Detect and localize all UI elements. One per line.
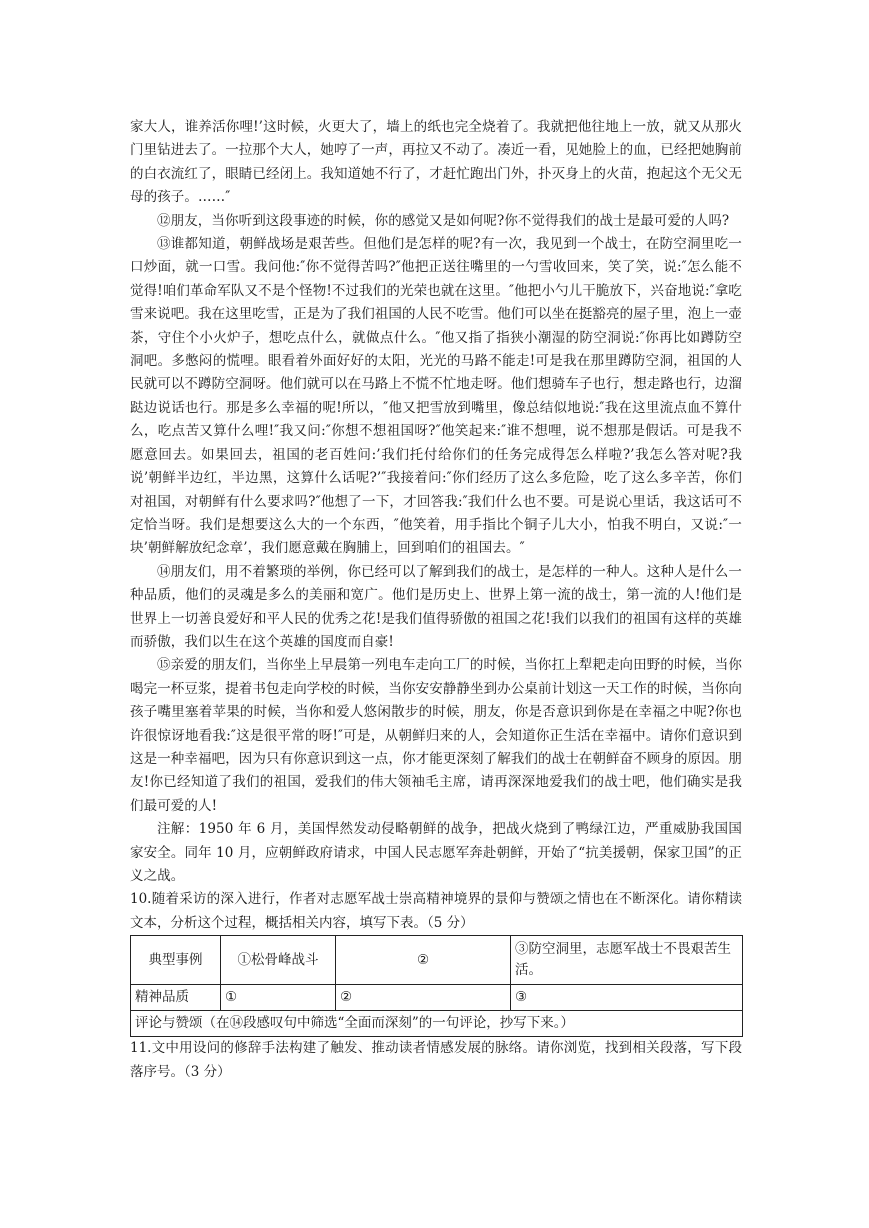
- table-cell-answer[interactable]: ②: [336, 936, 511, 985]
- table-cell: ①松骨峰战斗: [221, 936, 336, 985]
- article-paragraph-12: ⑫朋友，当你听到这段事迹的时候，你的感觉又是如何呢?你不觉得我们的战士是最可爱的人吗?: [157, 212, 730, 229]
- table-cell: 典型事例: [131, 936, 221, 985]
- table-row-comment: [131, 1011, 743, 1037]
- article-paragraph-15: ⑮亲爱的朋友们，当你坐上早晨第一列电车走向工厂的时候，当你扛上犁耙走向田野的时候，当你喝完一杯豆浆，提着书包走向学校的时候，当你安安静静坐到办公桌前计划这一天工作的时候，当你向孩子嘴里塞着苹果的时候，当你和爱人悠闲散步的时候，朋友，你是否意识到你是在幸福之中呢?你也许很惊讶地看我:″这是很平常的呀!″可是，从朝鲜归来的人，会知道你正生活在幸福中。请你们意识到这是一种幸福吧，因为只有你意识到这一点，你才能更深刻了解我们的战士在朝鲜奋不顾身的原因。朋友!你已经知道了我们的祖国，爱我们的伟大领袖毛主席，请再深深地爱我们的战士吧，他们确实是我们最可爱的人!: [130, 657, 742, 814]
- table-cell: ③防空洞里，志愿军战士不畏艰苦生活。: [511, 936, 743, 985]
- article-paragraph-continued: 家大人，谁养活你哩!’这时候，火更大了，墙上的纸也完全烧着了。我就把他往地上一放，就又从那火门里钻进去了。一拉那个大人，她哼了一声，再拉又不动了。凑近一看，见她脸上的血，已经把她胸前的白衣流红了，眼睛已经闭上。我知道她不行了，才赶忙跑出门外，扑灭身上的火苗，抱起这个无父无母的孩子。……″: [130, 119, 742, 206]
- table-cell-comment[interactable]: 评论与赞颂（在⑭段感叹句中筛选“全面而深刻”的一句评论，抄写下来。）: [131, 1011, 743, 1037]
- exam-page: [130, 116, 742, 1084]
- table-cell-answer[interactable]: ③: [511, 985, 743, 1011]
- table-cell: 精神品质: [131, 985, 221, 1011]
- article-note: 注解：1950 年 6 月，美国悍然发动侵略朝鲜的战争，把战火烧到了鸭绿江边，严重威胁我国国家安全。同年 10 月，应朝鲜政府请求，中国人民志愿军奔赴朝鲜，开始了“抗美援朝，保家卫国”的正义之战。: [130, 821, 742, 884]
- table-row-qualities: [131, 985, 743, 1011]
- answer-table: [130, 935, 743, 1037]
- table-cell-answer[interactable]: ②: [336, 985, 511, 1011]
- table-row-examples: [131, 936, 743, 985]
- table-cell-answer[interactable]: ①: [221, 985, 336, 1011]
- question-11: 11.文中用设问的修辞手法构建了触发、推动读者情感发展的脉络。请你浏览，找到相关段落，写下段落序号。（3 分）: [130, 1040, 742, 1080]
- article-paragraph-13: ⑬谁都知道，朝鲜战场是艰苦些。但他们是怎样的呢?有一次，我见到一个战士，在防空洞里吃一口炒面，就一口雪。我问他:″你不觉得苦吗?″他把正送往嘴里的一勺雪收回来，笑了笑，说:″怎么能不觉得!咱们革命军队又不是个怪物!不过我们的光荣也就在这里。″他把小勺儿干脆放下，兴奋地说:″拿吃雪来说吧。我在这里吃雪，正是为了我们祖国的人民不吃雪。他们可以坐在挺豁亮的屋子里，泡上一壶茶，守住个小火炉子，想吃点什么，就做点什么。″他又指了指狭小潮湿的防空洞说:″你再比如蹲防空洞吧。多憋闷的慌哩。眼看着外面好好的太阳，光光的马路不能走!可是我在那里蹲防空洞，祖国的人民就可以不蹲防空洞呀。他们就可以在马路上不慌不忙地走呀。他们想骑车子也行，想走路也行，边溜跶边说话也行。那是多么幸福的呢!所以，″他又把雪放到嘴里，像总结似地说:″我在这里流点血不算什么，吃点苦又算什么哩!″我又问:″你想不想祖国呀?″他笑起来:″谁不想哩，说不想那是假话。可是我不愿意回去。如果回去，祖国的老百姓问:’我们托付给你们的任务完成得怎么样啦?’我怎么答对呢?我说’朝鲜半边红，半边黑，这算什么话呢?’″我接着问:″你们经历了这么多危险，吃了这么多辛苦，你们对祖国，对朝鲜有什么要求吗?″他想了一下，才回答我:″我们什么也不要。可是说心里话，我这话可不定恰当呀。我们是想要这么大的一个东西，″他笑着，用手指比个铜子儿大小，怕我不明白，又说:″一块’朝鲜解放纪念章’，我们愿意戴在胸脯上，回到咱们的祖国去。″: [130, 236, 742, 557]
- question-10: 10.随着采访的深入进行，作者对志愿军战士崇高精神境界的景仰与赞颂之情也在不断深化。请你精读文本，分析这个过程，概括相关内容，填写下表。（5 分）: [130, 891, 742, 931]
- article-paragraph-14: ⑭朋友们，用不着繁琐的举例，你已经可以了解到我们的战士，是怎样的一种人。这种人是什么一种品质，他们的灵魂是多么的美丽和宽广。他们是历史上、世界上第一流的战士，第一流的人!他们是世界上一切善良爱好和平人民的优秀之花!是我们值得骄傲的祖国之花!我们以我们的祖国有这样的英雄而骄傲，我们以生在这个英雄的国度而自豪!: [130, 563, 742, 650]
